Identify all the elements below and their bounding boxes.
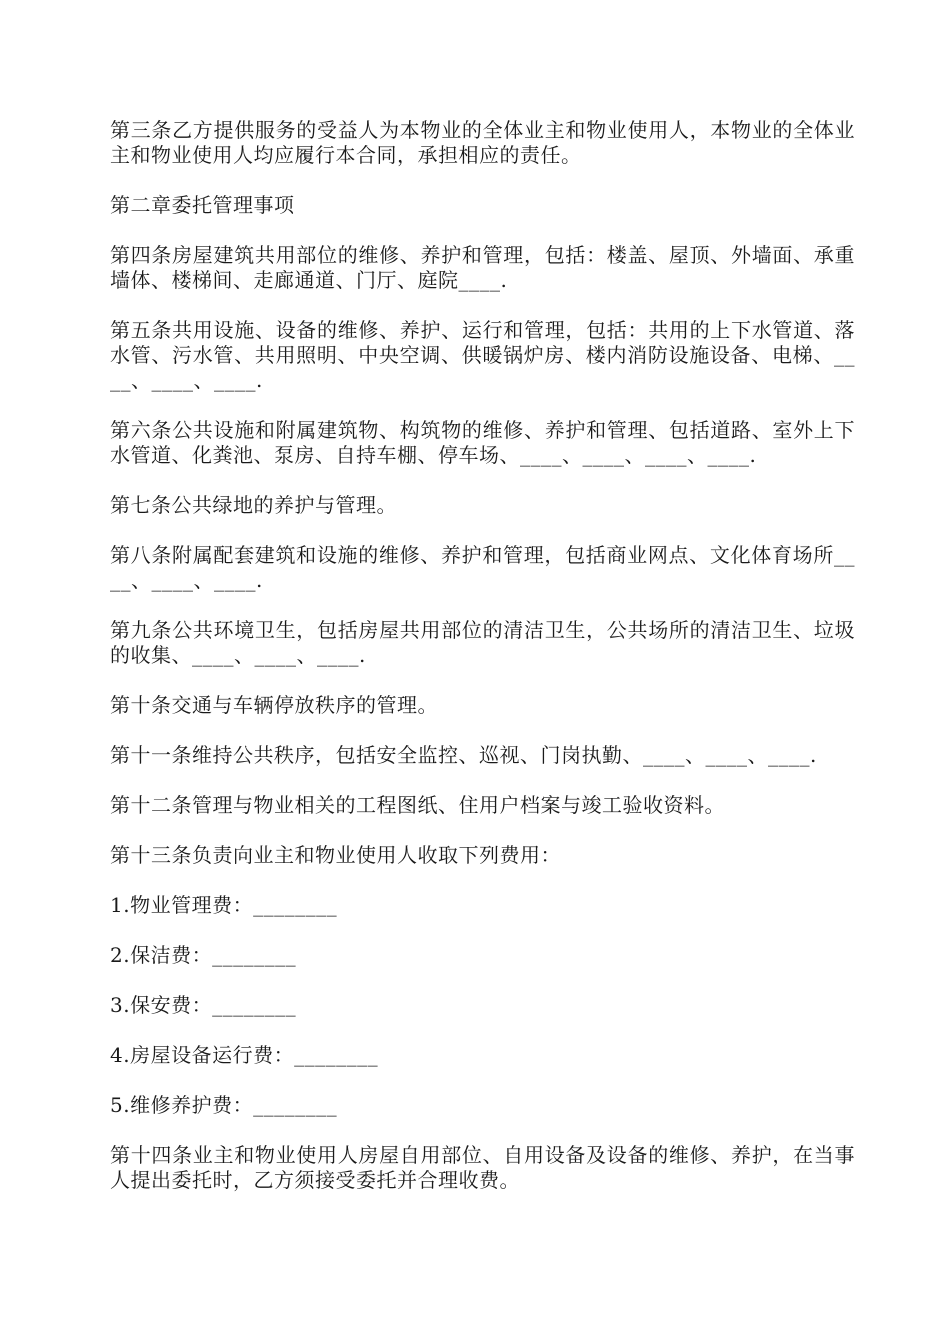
fee-item-5: 5.维修养护费：________ bbox=[110, 1093, 338, 1117]
clause-14: 第十四条业主和物业使用人房屋自用部位、自用设备及设备的维修、养护，在当事人提出委托时，乙方须接受委托并合理收费。 bbox=[110, 1143, 855, 1192]
clause-11: 第十一条维持公共秩序，包括安全监控、巡视、门岗执勤、____、____、____. bbox=[110, 743, 817, 767]
fee-item-4: 4.房屋设备运行费：________ bbox=[110, 1043, 379, 1067]
clause-3: 第三条乙方提供服务的受益人为本物业的全体业主和物业使用人，本物业的全体业主和物业使用人均应履行本合同，承担相应的责任。 bbox=[110, 118, 855, 167]
clause-7: 第七条公共绿地的养护与管理。 bbox=[110, 493, 397, 517]
clause-13: 第十三条负责向业主和物业使用人收取下列费用： bbox=[110, 843, 561, 867]
clause-6: 第六条公共设施和附属建筑物、构筑物的维修、养护和管理、包括道路、室外上下水管道、化粪池、泵房、自持车棚、停车场、____、____、____、____. bbox=[110, 418, 855, 467]
clause-9: 第九条公共环境卫生，包括房屋共用部位的清洁卫生，公共场所的清洁卫生、垃圾的收集、____、____、____. bbox=[110, 618, 855, 667]
clause-5: 第五条共用设施、设备的维修、养护、运行和管理，包括：共用的上下水管道、落水管、污水管、共用照明、中央空调、供暖锅炉房、楼内消防设施设备、电梯、____、____、____. bbox=[110, 318, 855, 392]
chapter-2-heading: 第二章委托管理事项 bbox=[110, 193, 295, 217]
clause-4: 第四条房屋建筑共用部位的维修、养护和管理，包括：楼盖、屋顶、外墙面、承重墙体、楼梯间、走廊通道、门厅、庭院____. bbox=[110, 243, 855, 292]
fee-item-3: 3.保安费：________ bbox=[110, 993, 297, 1017]
document-page bbox=[110, 118, 855, 1218]
clause-10: 第十条交通与车辆停放秩序的管理。 bbox=[110, 693, 438, 717]
clause-12: 第十二条管理与物业相关的工程图纸、住用户档案与竣工验收资料。 bbox=[110, 793, 725, 817]
clause-8: 第八条附属配套建筑和设施的维修、养护和管理，包括商业网点、文化体育场所____、____、____. bbox=[110, 543, 855, 592]
fee-item-1: 1.物业管理费：________ bbox=[110, 893, 338, 917]
fee-item-2: 2.保洁费：________ bbox=[110, 943, 297, 967]
